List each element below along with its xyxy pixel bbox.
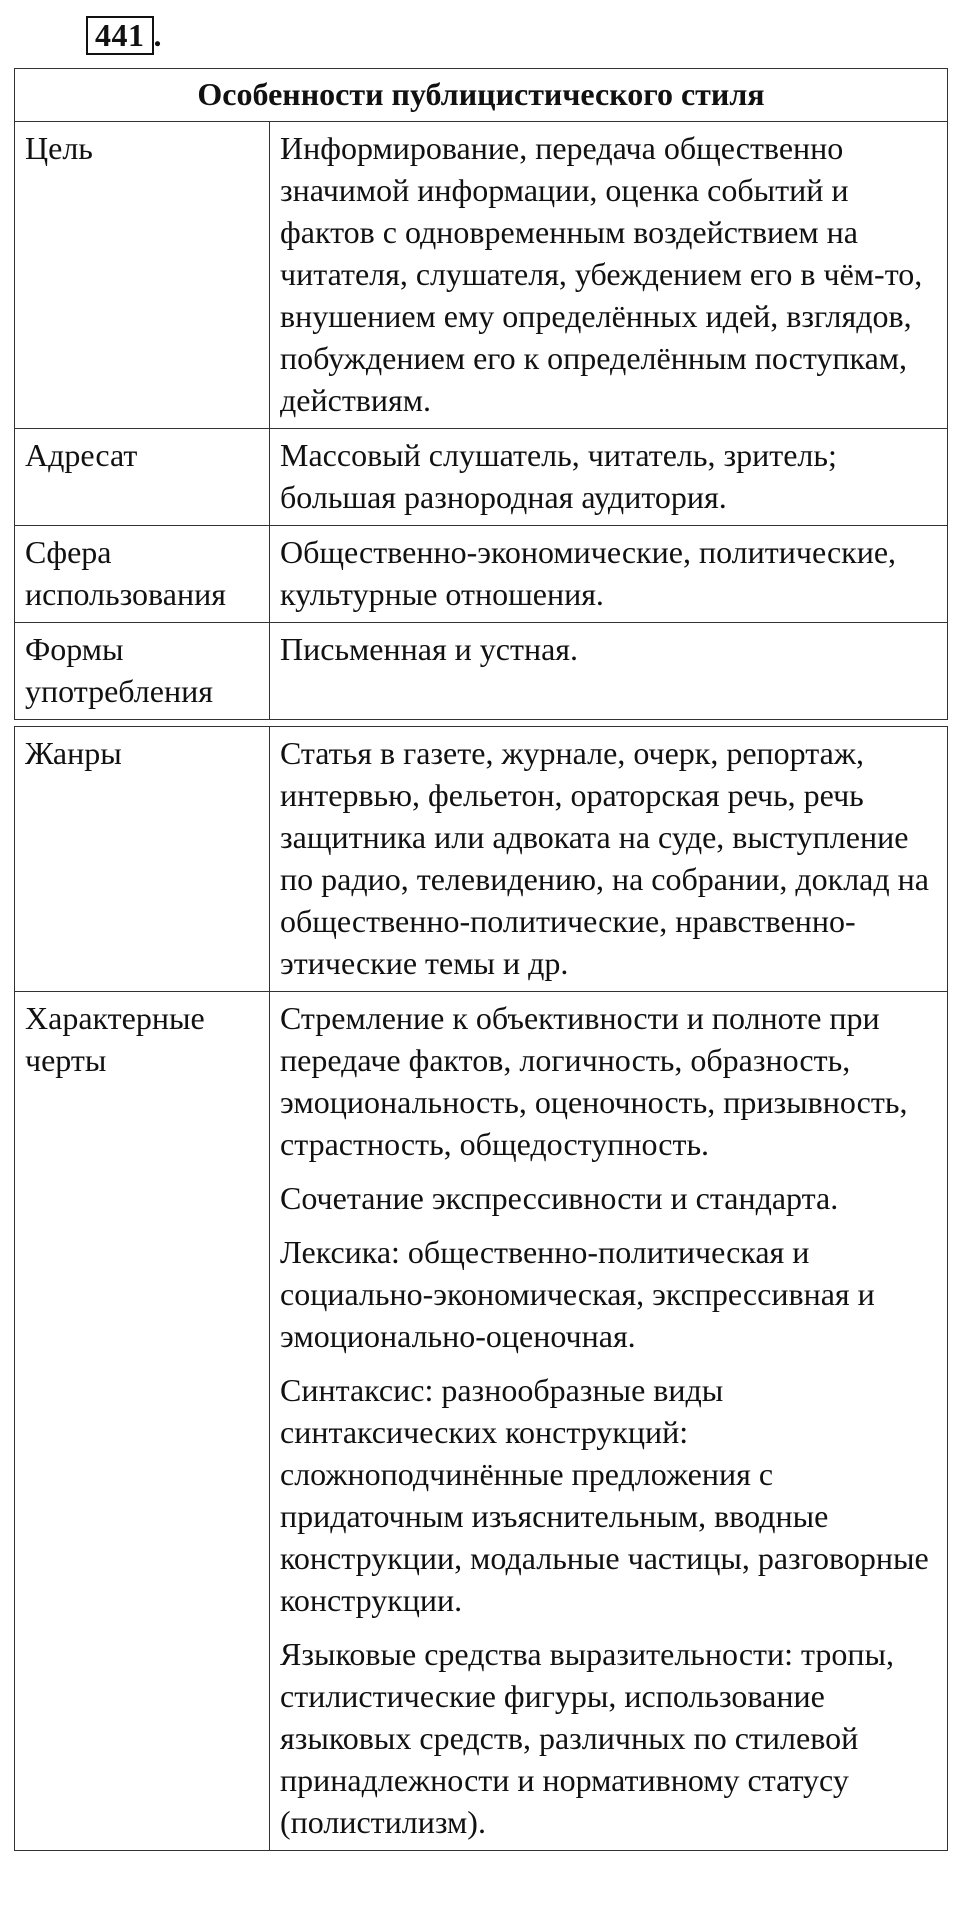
- table-row: [15, 122, 948, 429]
- row-text-goal: Информирование, передача общественно значимой информации, оценка событий и фактов с одновременным воздействием на читателя, слушателя, убеждением его в чём-то, внушением ему определённых идей, взглядов, побуждением его к определённым поступкам, действиям.: [270, 122, 948, 429]
- traits-paragraph: Стремление к объективности и полноте при передаче фактов, логичность, образность, эмоциональность, оценочность, призывность, страстность, общедоступность.: [280, 1000, 908, 1162]
- row-label-goal: Цель: [15, 122, 270, 429]
- row-text-forms: Письменная и устная.: [270, 623, 948, 720]
- table-row: [15, 727, 948, 992]
- table-row: [15, 429, 948, 526]
- traits-paragraph: Языковые средства выразительности: тропы, стилистические фигуры, использование языковых средств, различных по стилевой принадлежности и нормативному статусу (полистилизм).: [280, 1636, 895, 1840]
- row-label-addressee: Адресат: [15, 429, 270, 526]
- traits-paragraph: Синтаксис: разнообразные виды синтаксических конструкций: сложноподчинённые предложения с придаточным изъяснительным, вводные конструкции, модальные частицы, разговорные конструкции.: [280, 1372, 929, 1618]
- style-features-table-continued: [14, 726, 948, 1851]
- row-label-traits: Характерные черты: [15, 992, 270, 1851]
- table-row: [15, 623, 948, 720]
- row-text-addressee: Массовый слушатель, читатель, зритель; большая разнородная аудитория.: [270, 429, 948, 526]
- table-row: [15, 526, 948, 623]
- row-label-forms: Формы употребления: [15, 623, 270, 720]
- table-title-row: [15, 69, 948, 122]
- task-number-value: 441: [95, 17, 145, 53]
- row-text-traits: [270, 992, 948, 1851]
- traits-paragraph: Лексика: общественно-политическая и социально-экономическая, экспрессивная и эмоционально-оценочная.: [280, 1234, 875, 1354]
- task-number: [86, 16, 162, 55]
- row-text-sphere: Общественно-экономические, политические, культурные отношения.: [270, 526, 948, 623]
- task-number-dot: .: [153, 17, 162, 53]
- traits-paragraph: Сочетание экспрессивности и стандарта.: [280, 1180, 839, 1216]
- style-features-table: [14, 68, 948, 720]
- row-label-genres: Жанры: [15, 727, 270, 992]
- task-number-box: [86, 16, 154, 55]
- row-text-genres: Статья в газете, журнале, очерк, репортаж, интервью, фельетон, ораторская речь, речь защитника или адвоката на суде, выступление по радио, телевидению, на собрании, доклад на общественно-политические, нравственно-этические темы и др.: [270, 727, 948, 992]
- table-row: [15, 992, 948, 1851]
- table-title: Особенности публицистического стиля: [15, 69, 948, 122]
- row-label-sphere: Сфера использования: [15, 526, 270, 623]
